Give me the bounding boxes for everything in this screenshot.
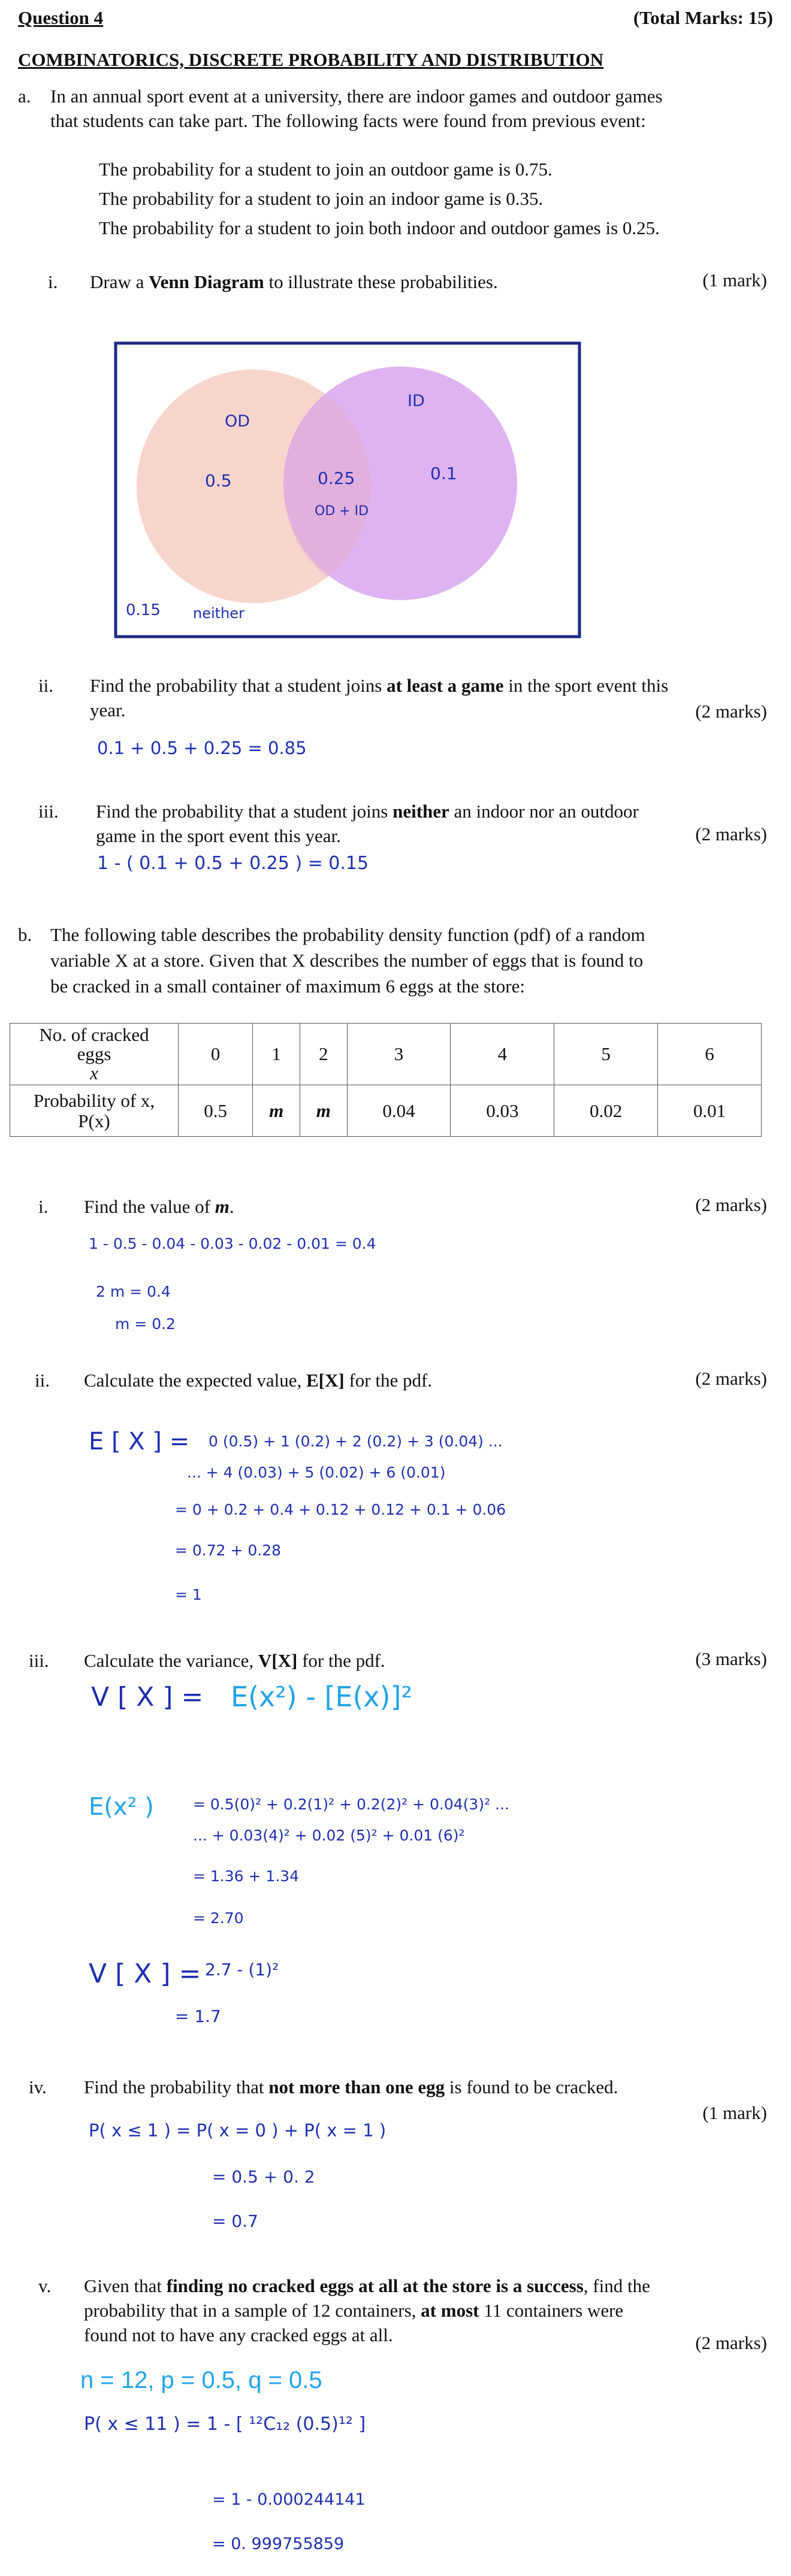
pdf-table-row-p [10, 1085, 762, 1137]
pdf-table-row-x [10, 1024, 762, 1085]
b-iii-number: iii. [29, 1650, 49, 1671]
b-iii-work-3: = 1.36 + 1.34 [193, 1867, 300, 1885]
total-marks: (Total Marks: 15) [633, 7, 773, 28]
question-number: Question 4 [18, 7, 104, 28]
b-iii-marks: (3 marks) [695, 1648, 767, 1669]
b-v-number: v. [38, 2275, 52, 2296]
b-iv-work-3: = 0.7 [212, 2211, 258, 2231]
b-i-work-1: 1 - 0.5 - 0.04 - 0.03 - 0.02 - 0.01 = 0.4 [89, 1235, 376, 1252]
b-iii-question: Calculate the variance, V[X] for the pdf. [84, 1650, 385, 1671]
venn-right-label: ID [407, 392, 425, 410]
table-p-0: 0.5 [179, 1085, 253, 1137]
b-i-number: i. [38, 1196, 49, 1217]
table-x-1: 1 [253, 1024, 300, 1085]
table-x-0: 0 [179, 1024, 253, 1085]
fact-indoor: The probability for a student to join an indoor game is 0.35. [99, 188, 544, 209]
b-iii-v-lhs: V [ X ] = [89, 1959, 201, 1989]
b-v-marks: (2 marks) [695, 2332, 767, 2353]
table-x-6: 6 [658, 1024, 762, 1085]
b-iii-work-2: ... + 0.03(4)² + 0.02 (5)² + 0.01 (6)² [193, 1827, 465, 1844]
b-v-work-2: = 1 - 0.000244141 [212, 2490, 366, 2509]
b-v-work-3: = 0. 999755859 [212, 2535, 345, 2553]
b-iv-question: Find the probability that not more than one egg is found to be cracked. [84, 2076, 618, 2097]
b-iii-v-work-1: 2.7 - (1)² [205, 1960, 279, 1979]
b-iii-v-work-2: = 1.7 [175, 2006, 221, 2026]
b-i-work-3: m = 0.2 [115, 1315, 176, 1333]
part-b-intro-line2: variable X at a store. Given that X describes the number of eggs that is found to [50, 950, 644, 971]
b-ii-number: ii. [35, 1370, 50, 1391]
table-p-5: 0.02 [554, 1085, 658, 1137]
a-iii-marks: (2 marks) [695, 824, 767, 844]
fact-outdoor: The probability for a student to join an outdoor game is 0.75. [99, 159, 553, 180]
b-ii-marks: (2 marks) [695, 1368, 767, 1389]
table-x-5: 5 [554, 1024, 658, 1085]
a-i-number: i. [48, 271, 58, 292]
a-iii-number: iii. [38, 801, 59, 822]
b-ii-work-3: = 0 + 0.2 + 0.4 + 0.12 + 0.12 + 0.1 + 0.06 [175, 1501, 506, 1518]
a-iii-question: Find the probability that a student joins neither an indoor nor an outdoor [96, 801, 639, 822]
a-ii-question-line2: year. [90, 700, 126, 721]
b-ii-work-4: = 0.72 + 0.28 [175, 1542, 282, 1559]
table-x-3: 3 [347, 1024, 451, 1085]
a-ii-number: ii. [38, 675, 53, 696]
table-p-1: m [253, 1085, 300, 1137]
table-p-4: 0.03 [451, 1085, 554, 1137]
venn-outside-value: 0.15 [126, 601, 161, 619]
fact-both: The probability for a student to join both indoor and outdoor games is 0.25. [99, 217, 660, 238]
b-ii-work-1: 0 (0.5) + 1 (0.2) + 2 (0.2) + 3 (0.04) ... [209, 1433, 503, 1450]
b-iii-lhs: V [ X ] = [91, 1682, 204, 1712]
table-x-4: 4 [451, 1024, 554, 1085]
a-iii-question-line2: game in the sport event this year. [96, 825, 341, 846]
b-iv-marks: (1 mark) [702, 2102, 767, 2123]
b-v-typed-params: n = 12, p = 0.5, q = 0.5 [80, 2367, 322, 2393]
part-a-intro-line2: that students can take part. The following facts were found from previous event: [50, 110, 646, 131]
table-header-p: Probability of x, P(x) [10, 1085, 179, 1137]
a-ii-answer: 0.1 + 0.5 + 0.25 = 0.85 [97, 738, 307, 758]
b-iv-work-2: = 0.5 + 0. 2 [212, 2167, 315, 2187]
b-v-question-line2: probability that in a sample of 12 containers, at most 11 containers were [84, 2300, 624, 2321]
part-b-intro-line1: The following table describes the probability density function (pdf) of a random [50, 924, 645, 945]
venn-left-value: 0.5 [205, 471, 232, 491]
table-header-x: No. of cracked eggs x [10, 1024, 179, 1085]
a-i-marks: (1 mark) [702, 270, 767, 290]
b-v-question-line3: found not to have any cracked eggs at all. [84, 2324, 393, 2345]
table-p-3: 0.04 [347, 1085, 451, 1137]
b-iii-ex2-lhs: E(x² ) [89, 1793, 154, 1821]
b-ii-work-5: = 1 [175, 1586, 202, 1603]
b-v-question: Given that finding no cracked eggs at all at the store is a success, find the [84, 2275, 650, 2296]
b-iv-number: iv. [29, 2076, 47, 2097]
b-ii-question: Calculate the expected value, E[X] for the pdf. [84, 1370, 433, 1391]
section-title: COMBINATORICS, DISCRETE PROBABILITY AND DISTRIBUTION [18, 49, 603, 70]
b-iii-work-4: = 2.70 [193, 1909, 244, 1927]
b-ii-work-2: ... + 4 (0.03) + 5 (0.02) + 6 (0.01) [187, 1464, 446, 1481]
a-ii-question: Find the probability that a student joins at least a game in the sport event this [90, 675, 669, 696]
venn-left-label: OD [225, 412, 250, 431]
venn-right-value: 0.1 [430, 464, 457, 483]
venn-middle-value: 0.25 [318, 468, 355, 488]
venn-outside-label: neither [193, 605, 244, 622]
part-a-label: a. [18, 86, 31, 107]
venn-diagram [114, 341, 582, 641]
table-p-6: 0.01 [658, 1085, 762, 1137]
b-v-work-1: P( x ≤ 11 ) = 1 - [ ¹²C₁₂ (0.5)¹² ] [84, 2414, 366, 2435]
b-i-marks: (2 marks) [695, 1194, 767, 1215]
table-p-2: m [300, 1085, 347, 1137]
a-iii-answer: 1 - ( 0.1 + 0.5 + 0.25 ) = 0.15 [97, 853, 369, 874]
part-b-intro-line3: be cracked in a small container of maximum 6 eggs at the store: [50, 976, 525, 997]
b-ii-lhs: E [ X ] = [89, 1428, 190, 1455]
b-i-work-2: 2 m = 0.4 [96, 1283, 171, 1300]
pdf-table [10, 1023, 762, 1137]
b-iv-work-1: P( x ≤ 1 ) = P( x = 0 ) + P( x = 1 ) [89, 2120, 387, 2141]
a-ii-marks: (2 marks) [695, 701, 767, 722]
part-a-intro-line1: In an annual sport event at a university, there are indoor games and outdoor games [50, 86, 663, 107]
b-iii-formula: E(x²) - [E(x)]² [231, 1681, 412, 1713]
table-x-2: 2 [300, 1024, 347, 1085]
venn-middle-label: OD + ID [315, 504, 369, 519]
a-i-question: Draw a Venn Diagram to illustrate these probabilities. [90, 271, 498, 292]
b-iii-work-1: = 0.5(0)² + 0.2(1)² + 0.2(2)² + 0.04(3)² ... [193, 1796, 509, 1813]
b-i-question: Find the value of m. [84, 1196, 234, 1217]
part-b-label: b. [18, 924, 32, 945]
